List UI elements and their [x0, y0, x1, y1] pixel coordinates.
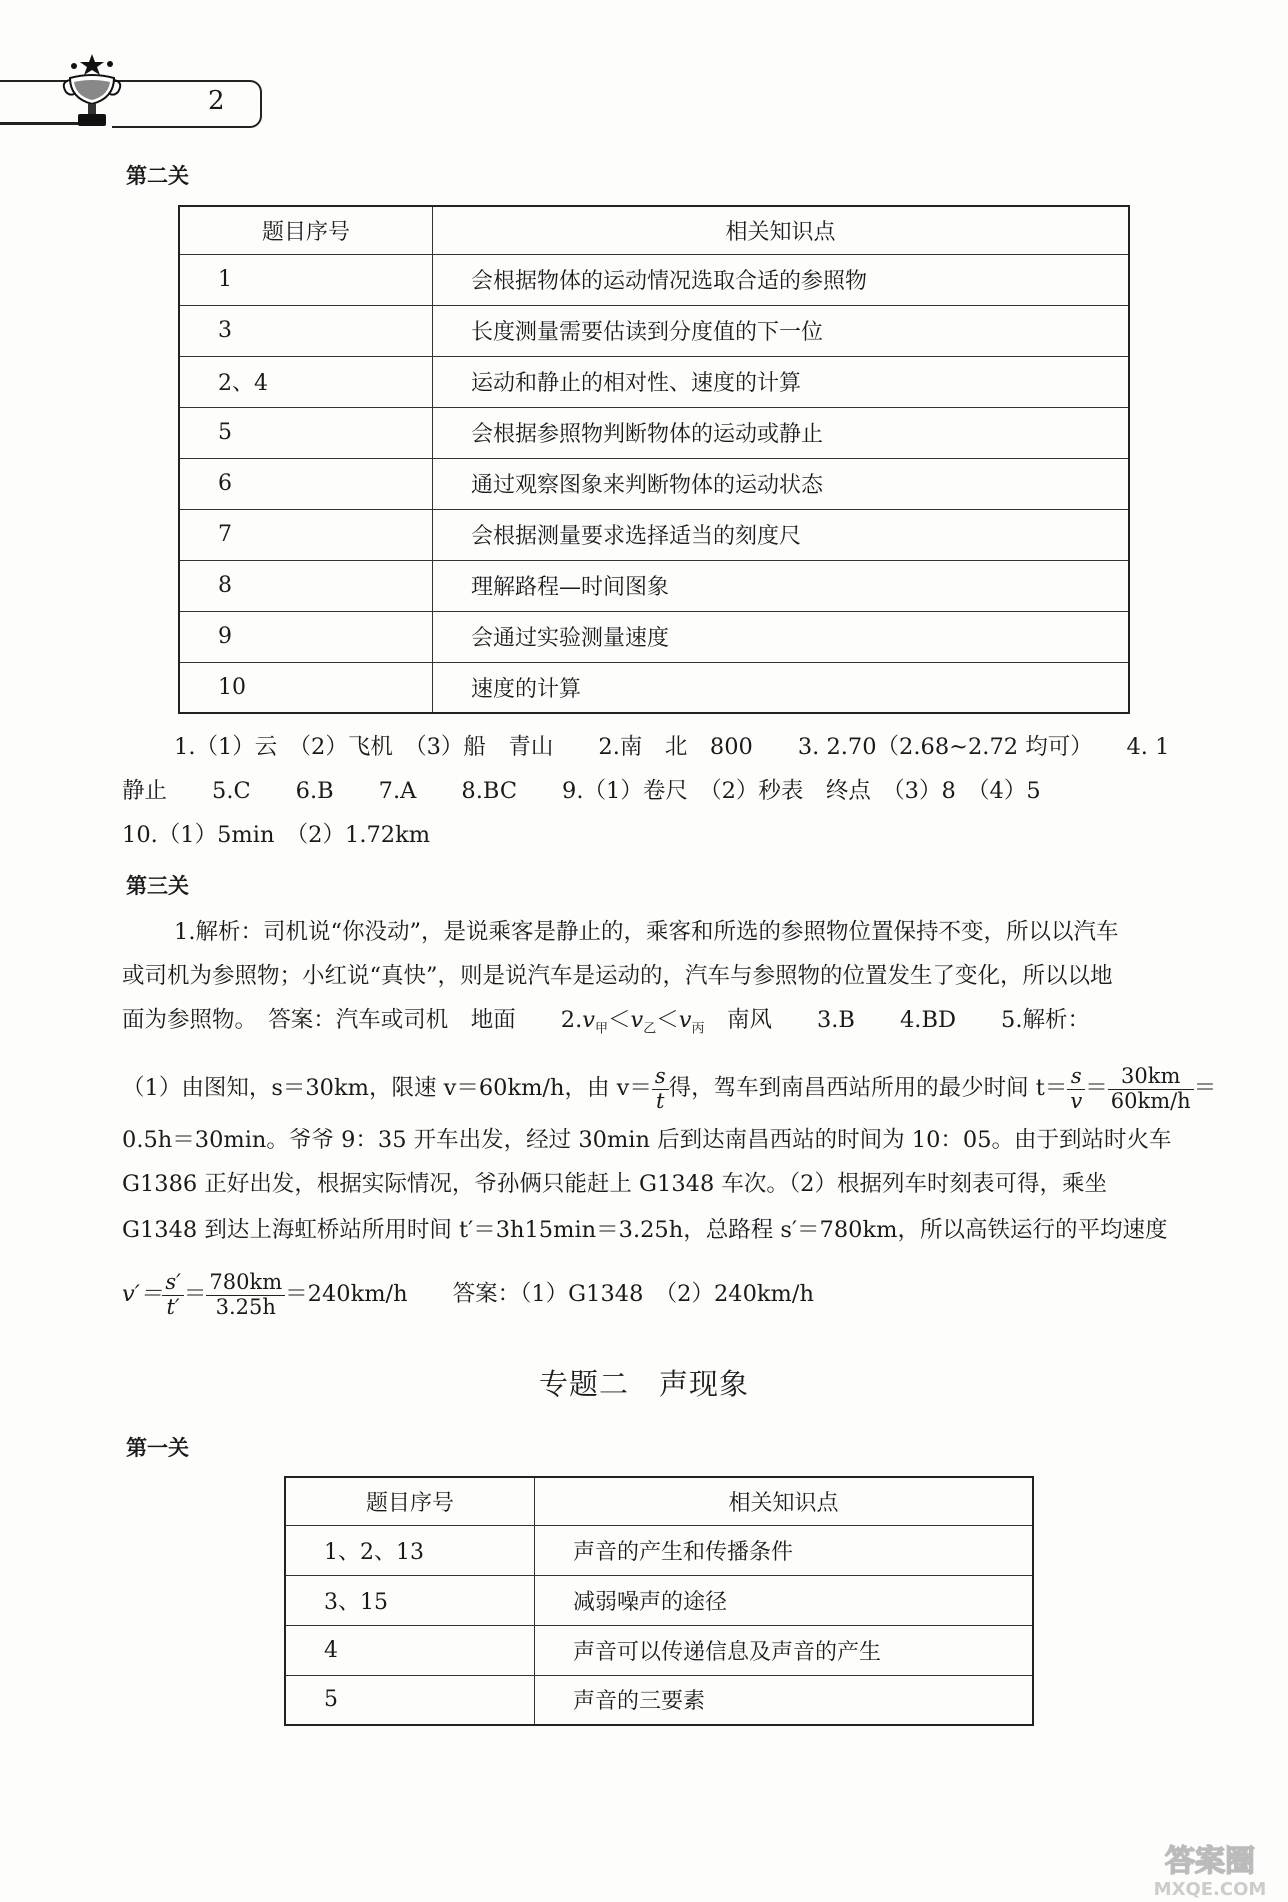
table-cell: 5 — [285, 1675, 535, 1725]
table-cell: 3 — [179, 305, 433, 356]
fraction-30km-over-60kmh — [1108, 1065, 1194, 1112]
table-row — [179, 356, 1129, 407]
var-t-prime: t′ — [166, 1294, 180, 1319]
var-v: v — [582, 1007, 595, 1033]
table-row — [179, 509, 1129, 560]
table-row — [179, 305, 1129, 356]
answer-line: 1.（1）云 （2）飞机 （3）船 青山 2.南 北 800 3. 2.70（2.68~2.72 均可） 4. 1 — [174, 734, 1170, 760]
eq-sign: ＝ — [1193, 1075, 1217, 1101]
table-header-cell: 题目序号 — [179, 206, 433, 254]
table-cell: 7 — [179, 509, 433, 560]
solution-line — [122, 1058, 1216, 1118]
solution-text: （1）由图知，s＝30km，限速 v＝60km/h，由 v＝ — [122, 1075, 652, 1101]
table-cell: 6 — [179, 458, 433, 509]
var-v: v — [678, 1007, 692, 1033]
fraction-780km-over-325h — [206, 1271, 285, 1318]
table-cell: 通过观察图象来判断物体的运动状态 — [433, 458, 1130, 509]
table-cell: 9 — [179, 611, 433, 662]
table-row — [179, 662, 1129, 713]
knowledge-table-level2 — [178, 205, 1130, 714]
knowledge-table-level1 — [284, 1476, 1034, 1726]
answer-line: 10.（1）5min （2）1.72km — [122, 822, 431, 848]
var-v: v — [630, 1007, 644, 1033]
fraction-sprime-over-tprime — [162, 1271, 184, 1318]
table-row — [179, 407, 1129, 458]
header-rule-top — [0, 80, 68, 82]
var-s-prime: s′ — [165, 1270, 181, 1295]
lt-sign: ＜ — [656, 1007, 679, 1033]
table-row — [179, 611, 1129, 662]
eq-sign: ＝ — [1085, 1075, 1108, 1101]
section-title-level3: 第三关 — [126, 874, 189, 898]
solution-line — [122, 1264, 814, 1324]
solution-text: 南风 3.B 4.BD 5.解析： — [726, 1007, 1090, 1033]
answer-line: 静止 5.C 6.B 7.A 8.BC 9.（1）卷尺 （2）秒表 终点 （3）8 （4）5 — [122, 778, 1041, 804]
table-row — [285, 1625, 1033, 1675]
subscript: 乙 — [643, 1021, 657, 1037]
table-cell: 会通过实验测量速度 — [433, 611, 1130, 662]
var-v: v — [1070, 1088, 1083, 1113]
solution-text: 得，驾车到南昌西站所用的最少时间 t＝ — [668, 1075, 1068, 1101]
table-cell: 10 — [179, 662, 433, 713]
table-cell: 8 — [179, 560, 433, 611]
solution-line: 0.5h＝30min。爷爷 9：35 开车出发，经过 30min 后到达南昌西站的时间为 10：05。由于到站时火车 — [122, 1127, 1172, 1153]
table-cell: 2、4 — [179, 356, 433, 407]
table-cell: 5 — [179, 407, 433, 458]
page-number: 2 — [208, 86, 225, 116]
solution-text: 面为参照物。 答案：汽车或司机 地面 2. — [122, 1007, 583, 1033]
page-number-box — [112, 80, 262, 128]
var-v-prime: v′＝ — [122, 1281, 163, 1307]
table-cell: 会根据测量要求选择适当的刻度尺 — [433, 509, 1130, 560]
table-cell: 声音的产生和传播条件 — [535, 1525, 1034, 1575]
section-title-level2: 第二关 — [126, 164, 189, 188]
table-header-cell: 相关知识点 — [433, 206, 1130, 254]
subscript: 丙 — [691, 1021, 705, 1037]
table-row — [179, 254, 1129, 305]
table-row — [285, 1675, 1033, 1725]
table-header-row — [179, 206, 1129, 254]
denominator: 60km/h — [1110, 1088, 1191, 1113]
topic-title: 专题二 声现象 — [538, 1367, 749, 1401]
table-header-cell: 题目序号 — [285, 1477, 535, 1525]
solution-line — [122, 998, 1090, 1052]
table-cell: 长度测量需要估读到分度值的下一位 — [433, 305, 1130, 356]
watermark-bottom-text: MXQE.COM — [1153, 1879, 1267, 1899]
table-cell: 运动和静止的相对性、速度的计算 — [433, 356, 1130, 407]
table-row — [285, 1575, 1033, 1625]
table-header-cell: 相关知识点 — [535, 1477, 1034, 1525]
fraction-s-over-t — [652, 1065, 669, 1112]
table-cell: 1、2、13 — [285, 1525, 535, 1575]
var-s: s — [1070, 1064, 1082, 1089]
var-s: s — [654, 1064, 666, 1089]
solution-line: 或司机为参照物；小红说“真快”，则是说汽车是运动的，汽车与参照物的位置发生了变化，所以以地 — [122, 963, 1113, 989]
table-header-row — [285, 1477, 1033, 1525]
table-cell: 4 — [285, 1625, 535, 1675]
numerator: 30km — [1108, 1065, 1194, 1089]
table-cell: 减弱噪声的途径 — [535, 1575, 1034, 1625]
section-title-level1: 第一关 — [126, 1436, 189, 1460]
denominator: 3.25h — [215, 1294, 276, 1319]
var-t: t — [656, 1088, 665, 1113]
table-row — [285, 1525, 1033, 1575]
table-cell: 1 — [179, 254, 433, 305]
lt-sign: ＜ — [607, 1007, 631, 1033]
subscript: 甲 — [594, 1021, 608, 1037]
table-row — [179, 458, 1129, 509]
table-cell: 声音可以传递信息及声音的产生 — [535, 1625, 1034, 1675]
table-cell: 会根据物体的运动情况选取合适的参照物 — [433, 254, 1130, 305]
trophy-icon — [60, 52, 124, 132]
table-cell: 声音的三要素 — [535, 1675, 1034, 1725]
table-cell: 3、15 — [285, 1575, 535, 1625]
table-cell: 会根据参照物判断物体的运动或静止 — [433, 407, 1130, 458]
fraction-s-over-v — [1067, 1065, 1085, 1112]
table-cell: 理解路程—时间图象 — [433, 560, 1130, 611]
table-cell: 速度的计算 — [433, 662, 1130, 713]
solution-text: ＝240km/h 答案：（1）G1348 （2）240km/h — [285, 1281, 814, 1307]
watermark-top-text: 答案圈 — [1165, 1844, 1255, 1879]
eq-sign: ＝ — [183, 1281, 207, 1307]
solution-line: 1.解析：司机说“你没动”，是说乘客是静止的，乘客和所选的参照物位置保持不变，所以以汽车 — [174, 919, 1119, 945]
solution-line: G1386 正好出发，根据实际情况，爷孙俩只能赶上 G1348 车次。（2）根据列车时刻表可得，乘坐 — [122, 1171, 1107, 1197]
solution-line: G1348 到达上海虹桥站所用时间 t′＝3h15min＝3.25h，总路程 s′＝780km，所以高铁运行的平均速度 — [122, 1217, 1168, 1243]
watermark-logo — [1135, 1835, 1285, 1899]
numerator: 780km — [206, 1271, 285, 1295]
table-row — [179, 560, 1129, 611]
